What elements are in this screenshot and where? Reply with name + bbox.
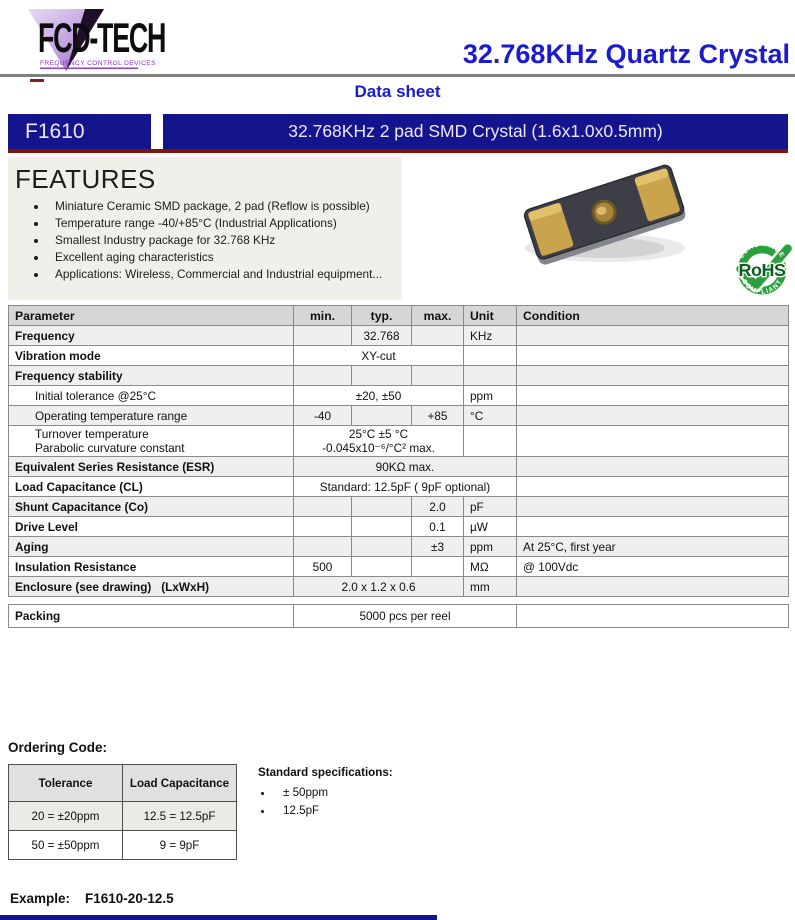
spec-header-row xyxy=(9,306,789,326)
spec-cell: At 25°C, first year xyxy=(517,537,789,557)
spec-cell: µW xyxy=(464,517,517,537)
feature-item: • Miniature Ceramic SMD package, 2 pad (Reflow is possible) xyxy=(48,198,402,215)
spec-row xyxy=(9,577,789,597)
logo-tagline-underline xyxy=(40,68,138,69)
spec-row xyxy=(9,426,789,457)
example-value: F1610-20-12.5 xyxy=(85,891,174,906)
spec-cell: @ 100Vdc xyxy=(517,557,789,577)
example-label: Example: xyxy=(10,891,71,906)
spec-cell: Equivalent Series Resistance (ESR) xyxy=(9,457,294,477)
spec-cell: Operating temperature range xyxy=(9,406,294,426)
rohs-badge xyxy=(729,230,795,306)
ordering-table-body xyxy=(9,802,237,860)
spec-cell: ppm xyxy=(464,386,517,406)
spec-cell: Frequency xyxy=(9,326,294,346)
spec-cell: Frequency stability xyxy=(9,366,294,386)
standard-spec-item: • 12.5pF xyxy=(274,802,393,820)
spec-cell xyxy=(517,605,789,628)
ordering-cell: 12.5 = 12.5pF xyxy=(123,802,237,831)
spec-row xyxy=(9,557,789,577)
spec-cell xyxy=(352,517,412,537)
feature-item: • Applications: Wireless, Commercial and Industrial equipment... xyxy=(48,266,402,283)
brand-logo xyxy=(6,5,201,75)
spec-cell: XY-cut xyxy=(294,346,464,366)
model-banner xyxy=(8,114,788,149)
rohs-label: RoHS xyxy=(738,260,786,281)
feature-item: • Temperature range -40/+85°C (Industrial Applications) xyxy=(48,215,402,232)
rohs-arc-bottom-text: COMPLIANT xyxy=(740,278,784,296)
spec-cell xyxy=(517,406,789,426)
ordering-col-header: Load Capacitance xyxy=(123,765,237,802)
ordering-section xyxy=(8,764,237,860)
spec-cell: 500 xyxy=(294,557,352,577)
spec-col-header: Unit xyxy=(464,306,517,326)
ordering-col-header: Tolerance xyxy=(9,765,123,802)
spec-row xyxy=(9,366,789,386)
spec-cell xyxy=(517,386,789,406)
spec-row xyxy=(9,406,789,426)
standard-spec-item: • ± 50ppm xyxy=(274,784,393,802)
doc-title: 32.768KHz Quartz Crystal xyxy=(462,39,790,69)
spec-cell: 2.0 x 1.2 x 0.6 xyxy=(294,577,464,597)
spec-row xyxy=(9,605,789,628)
spec-cell: Load Capacitance (CL) xyxy=(9,477,294,497)
spec-cell xyxy=(294,497,352,517)
footer-bar xyxy=(0,915,437,920)
spec-cell xyxy=(294,517,352,537)
spec-cell: °C xyxy=(464,406,517,426)
spec-row xyxy=(9,346,789,366)
ordering-cell: 20 = ±20ppm xyxy=(9,802,123,831)
spec-cell: pF xyxy=(464,497,517,517)
spec-cell xyxy=(294,326,352,346)
features-section xyxy=(8,157,402,300)
spec-table-section xyxy=(8,305,788,628)
spec-cell xyxy=(517,326,789,346)
spec-cell xyxy=(352,537,412,557)
spec-cell xyxy=(464,346,517,366)
spec-cell xyxy=(412,366,464,386)
example-line xyxy=(10,891,174,906)
spec-cell: 0.1 xyxy=(412,517,464,537)
spec-row xyxy=(9,497,789,517)
spec-cell: -40 xyxy=(294,406,352,426)
packing-table xyxy=(8,604,789,628)
spec-cell xyxy=(294,537,352,557)
spec-row xyxy=(9,386,789,406)
spec-cell xyxy=(517,517,789,537)
spec-cell xyxy=(517,497,789,517)
spec-cell: Turnover temperature Parabolic curvature constant xyxy=(9,426,294,457)
spec-cell xyxy=(517,577,789,597)
spec-cell: Enclosure (see drawing) (LxWxH) xyxy=(9,577,294,597)
feature-item: • Smallest Industry package for 32.768 KHz xyxy=(48,232,402,249)
spec-cell xyxy=(517,426,789,457)
standard-specs-list xyxy=(274,784,393,820)
spec-cell: ±20, ±50 xyxy=(294,386,464,406)
spec-cell xyxy=(352,366,412,386)
feature-item: • Excellent aging characteristics xyxy=(48,249,402,266)
doc-subtitle: Data sheet xyxy=(354,82,441,101)
spec-row xyxy=(9,326,789,346)
spec-col-header: Condition xyxy=(517,306,789,326)
spec-col-header: typ. xyxy=(352,306,412,326)
spec-cell xyxy=(517,346,789,366)
spec-cell xyxy=(517,366,789,386)
spec-row xyxy=(9,457,789,477)
spec-cell: KHz xyxy=(464,326,517,346)
spec-cell: Drive Level xyxy=(9,517,294,537)
packing-table-body xyxy=(9,605,789,628)
spec-row xyxy=(9,537,789,557)
spec-cell xyxy=(352,497,412,517)
features-list xyxy=(48,198,402,283)
spec-col-header: Parameter xyxy=(9,306,294,326)
spec-cell xyxy=(352,557,412,577)
spec-cell xyxy=(412,557,464,577)
spec-cell: Shunt Capacitance (Co) xyxy=(9,497,294,517)
spec-cell: Standard: 12.5pF ( 9pF optional) xyxy=(294,477,517,497)
spec-cell xyxy=(464,366,517,386)
ordering-heading: Ordering Code: xyxy=(8,740,108,755)
logo-tagline: FREQUENCY CONTROL DEVICES xyxy=(40,60,156,67)
spec-cell xyxy=(294,366,352,386)
standard-specs-heading: Standard specifications: xyxy=(258,766,393,779)
ordering-cell: 9 = 9pF xyxy=(123,831,237,860)
spec-cell: 32.768 xyxy=(352,326,412,346)
model-description: 32.768KHz 2 pad SMD Crystal (1.6x1.0x0.5mm) xyxy=(163,114,788,149)
spec-cell: mm xyxy=(464,577,517,597)
spec-cell: 25°C ±5 °C -0.045x10⁻⁶/°C² max. xyxy=(294,426,464,457)
spec-cell xyxy=(412,326,464,346)
spec-col-header: max. xyxy=(412,306,464,326)
model-name: F1610 xyxy=(8,114,151,149)
spec-cell: ppm xyxy=(464,537,517,557)
spec-col-header: min. xyxy=(294,306,352,326)
rohs-arc-top-text: LEAD FREE xyxy=(738,241,786,260)
spec-cell: Vibration mode xyxy=(9,346,294,366)
ordering-table xyxy=(8,764,237,860)
spec-cell: ±3 xyxy=(412,537,464,557)
logo-brand-text: FCD-TECH xyxy=(38,15,166,62)
spec-cell: Insulation Resistance xyxy=(9,557,294,577)
spec-cell xyxy=(352,406,412,426)
spec-cell: 90KΩ max. xyxy=(294,457,517,477)
spec-cell: 2.0 xyxy=(412,497,464,517)
ordering-cell: 50 = ±50ppm xyxy=(9,831,123,860)
spec-cell xyxy=(464,426,517,457)
spec-cell xyxy=(517,477,789,497)
ordering-row xyxy=(9,802,237,831)
spec-cell: MΩ xyxy=(464,557,517,577)
features-heading: FEATURES xyxy=(15,164,156,194)
header-rule xyxy=(0,74,795,77)
product-photo xyxy=(500,160,710,278)
spec-cell: Initial tolerance @25°C xyxy=(9,386,294,406)
spec-cell: Aging xyxy=(9,537,294,557)
spec-row xyxy=(9,477,789,497)
spec-cell: +85 xyxy=(412,406,464,426)
standard-specs xyxy=(258,766,393,820)
ordering-header-row xyxy=(9,765,237,802)
banner-underline xyxy=(8,149,788,153)
spec-cell xyxy=(517,457,789,477)
ordering-row xyxy=(9,831,237,860)
spec-row xyxy=(9,517,789,537)
spec-cell: Packing xyxy=(9,605,294,628)
spec-table xyxy=(8,305,789,597)
spec-table-body xyxy=(9,326,789,597)
spec-cell: 5000 pcs per reel xyxy=(294,605,517,628)
